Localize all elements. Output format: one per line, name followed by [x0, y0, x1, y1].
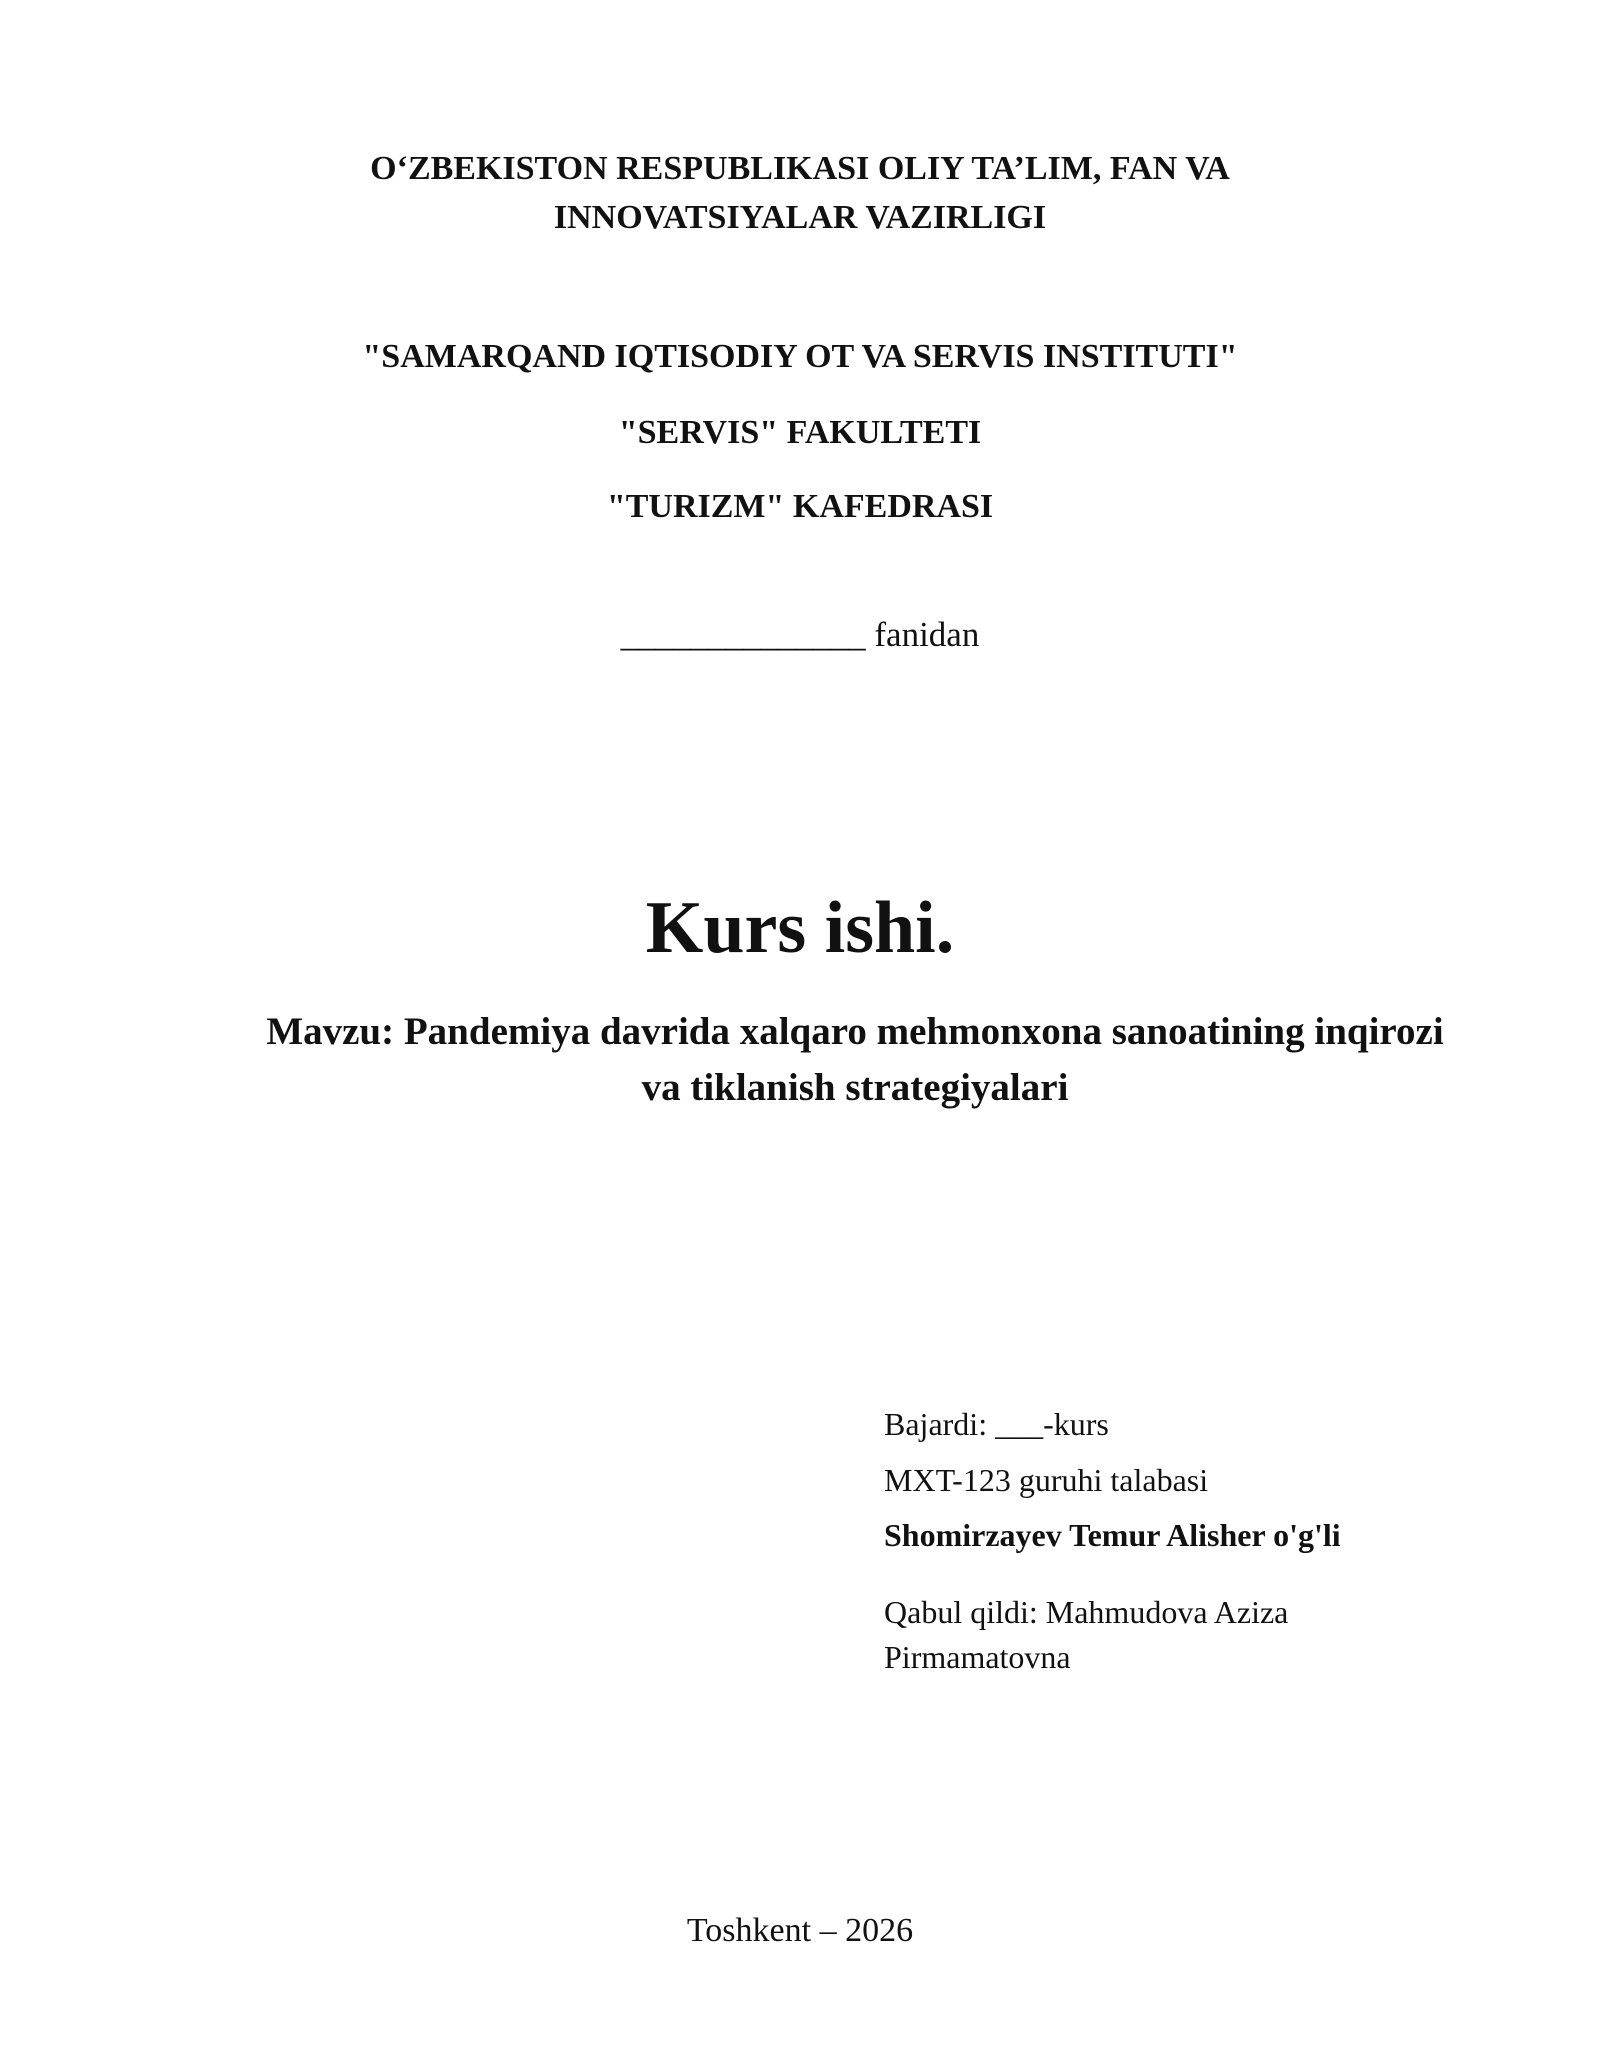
department-name: "TURIZM" KAFEDRASI — [606, 488, 994, 525]
supervisor-info — [884, 1590, 1444, 1680]
course-info: Bajardi: ___-kurs — [884, 1406, 1109, 1442]
topic-heading — [180, 1004, 1530, 1116]
group-info: MXT-123 guruhi talabasi — [884, 1462, 1209, 1498]
topic-line-1: Mavzu: Pandemiya davrida xalqaro mehmonxona sanoatining inqirozi — [266, 1010, 1444, 1053]
ministry-heading — [0, 144, 1600, 242]
faculty-name: "SERVIS" FAKULTETI — [618, 414, 982, 451]
subject-line — [0, 610, 1600, 660]
subject-suffix: fanidan — [865, 615, 980, 654]
student-name: Shomirzayev Temur Alisher o'g'li — [884, 1517, 1341, 1553]
supervisor-line-2: Pirmamatovna — [884, 1639, 1071, 1675]
ministry-line-2: INNOVATSIYALAR VAZIRLIGI — [553, 199, 1047, 236]
subject-blank: ______________ — [620, 615, 866, 654]
institute-name: "SAMARQAND IQTISODIY OT VA SERVIS INSTITUTI" — [362, 338, 1238, 375]
document-title: Kurs ishi. — [645, 887, 955, 969]
supervisor-line-1: Qabul qildi: Mahmudova Aziza — [884, 1594, 1289, 1630]
ministry-line-1: O‘ZBEKISTON RESPUBLIKASI OLIY TA’LIM, FAN VA — [370, 150, 1230, 187]
topic-line-2: va tiklanish strategiyalari — [641, 1066, 1069, 1109]
city-year: Toshkent – 2026 — [686, 1912, 914, 1949]
